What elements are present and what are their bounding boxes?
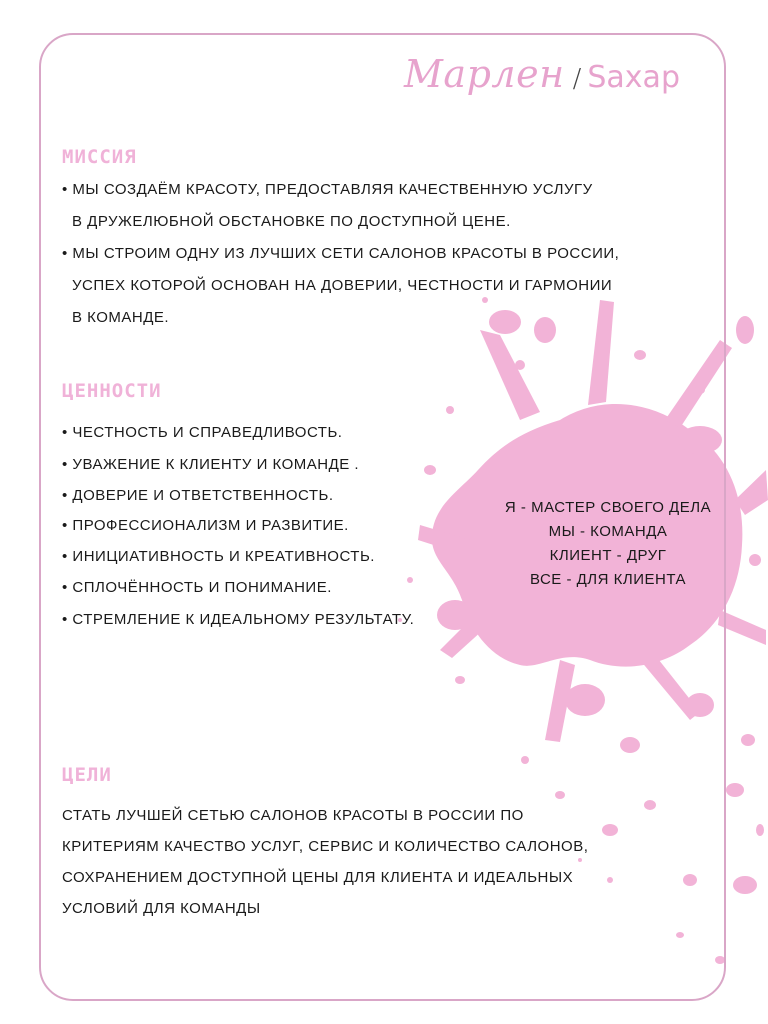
motto-line: МЫ - КОМАНДА <box>548 523 668 540</box>
brand-logo <box>404 52 680 96</box>
values-item: • ДОВЕРИЕ И ОТВЕТСТВЕННОСТЬ. <box>62 487 334 504</box>
goals-line: КРИТЕРИЯМ КАЧЕСТВО УСЛУГ, СЕРВИС И КОЛИЧЕСТВО САЛОНОВ, <box>62 838 589 855</box>
motto-line: КЛИЕНТ - ДРУГ <box>549 547 667 564</box>
motto-line: ВСЕ - ДЛЯ КЛИЕНТА <box>529 571 687 588</box>
brand-second-name: Saxap <box>587 60 680 95</box>
goals-line: СОХРАНЕНИЕМ ДОСТУПНОЙ ЦЕНЫ ДЛЯ КЛИЕНТА И ИДЕАЛЬНЫХ <box>62 869 574 886</box>
mission-line: • МЫ СОЗДАЁМ КРАСОТУ, ПРЕДОСТАВЛЯЯ КАЧЕСТВЕННУЮ УСЛУГУ <box>62 181 593 198</box>
goals-line: СТАТЬ ЛУЧШЕЙ СЕТЬЮ САЛОНОВ КРАСОТЫ В РОССИИ ПО <box>62 807 524 824</box>
motto-block <box>480 496 736 592</box>
mission-line: • МЫ СТРОИМ ОДНУ ИЗ ЛУЧШИХ СЕТИ САЛОНОВ КРАСОТЫ В РОССИИ, <box>62 245 620 262</box>
mission-heading: МИССИЯ <box>62 146 137 168</box>
goals-line: УСЛОВИЙ ДЛЯ КОМАНДЫ <box>62 900 261 917</box>
values-item: • ИНИЦИАТИВНОСТЬ И КРЕАТИВНОСТЬ. <box>62 548 375 565</box>
goals-heading: ЦЕЛИ <box>62 764 112 786</box>
brand-divider: / <box>572 64 582 94</box>
mission-line: УСПЕХ КОТОРОЙ ОСНОВАН НА ДОВЕРИИ, ЧЕСТНОСТИ И ГАРМОНИИ <box>72 277 613 294</box>
values-item: • СПЛОЧЁННОСТЬ И ПОНИМАНИЕ. <box>62 579 332 596</box>
mission-line: В КОМАНДЕ. <box>72 309 170 326</box>
values-heading: ЦЕННОСТИ <box>62 380 162 402</box>
values-item: • УВАЖЕНИЕ К КЛИЕНТУ И КОМАНДЕ . <box>62 456 360 473</box>
brand-script-name: Марлен <box>404 52 565 96</box>
motto-line: Я - МАСТЕР СВОЕГО ДЕЛА <box>504 499 712 516</box>
values-item: • ЧЕСТНОСТЬ И СПРАВЕДЛИВОСТЬ. <box>62 424 343 441</box>
mission-line: В ДРУЖЕЛЮБНОЙ ОБСТАНОВКЕ ПО ДОСТУПНОЙ ЦЕНЕ. <box>72 213 511 230</box>
values-item: • СТРЕМЛЕНИЕ К ИДЕАЛЬНОМУ РЕЗУЛЬТАТУ. <box>62 611 415 628</box>
values-item: • ПРОФЕССИОНАЛИЗМ И РАЗВИТИЕ. <box>62 517 349 534</box>
